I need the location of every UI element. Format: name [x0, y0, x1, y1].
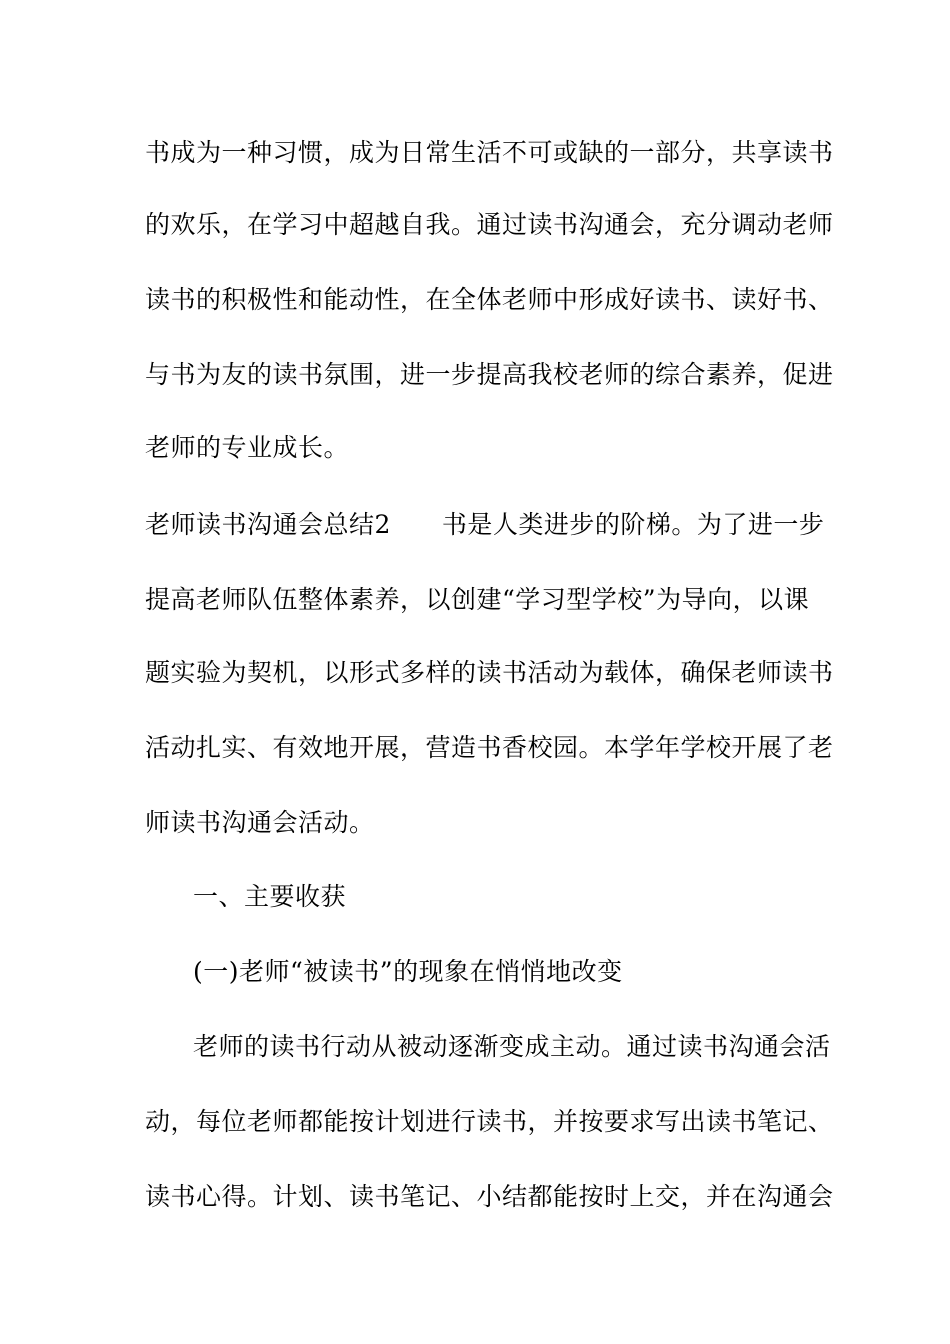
subheading-1: (一)老师“被读书”的现象在悄悄地改变 — [193, 957, 623, 986]
text-line-3: 读书的积极性和能动性，在全体老师中形成好读书、读好书、 — [145, 285, 834, 314]
text-line-8: 题实验为契机，以形式多样的读书活动为载体，确保老师读书 — [145, 658, 834, 687]
section-title-line: 老师读书沟通会总结2 书是人类进步的阶梯。为了进一步 — [145, 510, 825, 539]
text-line-7: 提高老师队伍整体素养，以创建“学习型学校”为导向，以课 — [145, 585, 810, 614]
text-line-2: 的欢乐，在学习中超越自我。通过读书沟通会，充分调动老师 — [145, 210, 834, 239]
text-line-13: 老师的读书行动从被动逐渐变成主动。通过读书沟通会活 — [193, 1032, 831, 1061]
text-line-9: 活动扎实、有效地开展，营造书香校园。本学年学校开展了老 — [145, 733, 834, 762]
text-line-10: 师读书沟通会活动。 — [145, 808, 375, 837]
heading-main-gains: 一、主要收获 — [193, 882, 347, 911]
text-line-14: 动，每位老师都能按计划进行读书，并按要求写出读书笔记、 — [145, 1107, 834, 1136]
text-line-5: 老师的专业成长。 — [145, 433, 350, 462]
text-line-1: 书成为一种习惯，成为日常生活不可或缺的一部分，共享读书 — [145, 138, 834, 167]
text-line-15: 读书心得。计划、读书笔记、小结都能按时上交，并在沟通会 — [145, 1182, 834, 1211]
text-line-4: 与书为友的读书氛围，进一步提高我校老师的综合素养，促进 — [145, 360, 834, 389]
